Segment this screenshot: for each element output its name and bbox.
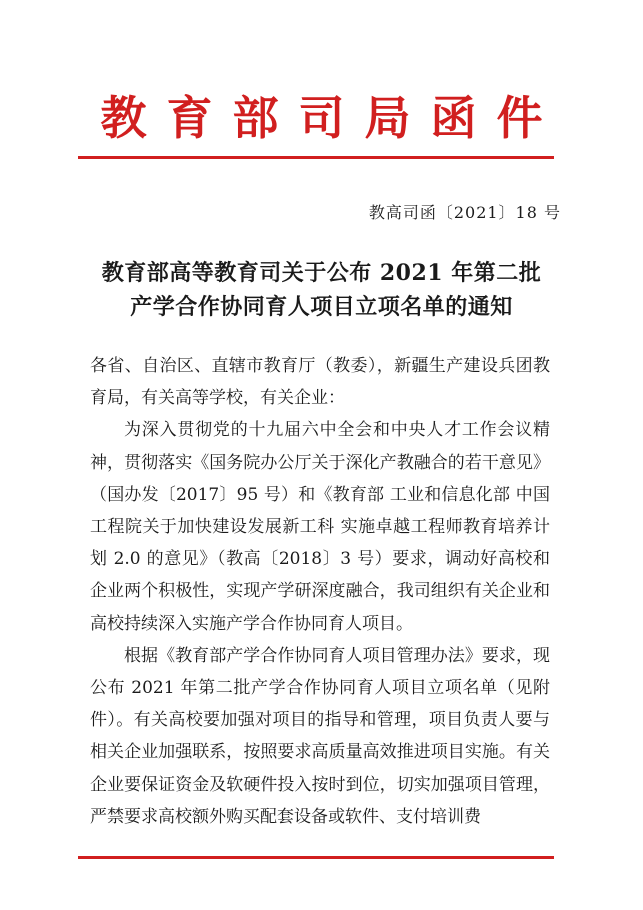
notice-title-line-1: 教育部高等教育司关于公布 2021 年第二批 [101,260,542,286]
footer-red-rule [78,856,554,859]
salutation: 各省、自治区、直辖市教育厅（教委），新疆生产建设兵团教育局，有关高等学校，有关企业： [90,356,550,409]
letterhead-red-rule [78,156,554,159]
notice-title [60,256,583,324]
body-paragraph-1: 为深入贯彻党的十九届六中全会和中央人才工作会议精神，贯彻落实《国务院办公厅关于深化产教融合的若干意见》（国办发〔2017〕95 号）和《教育部 工业和信息化部 中国工程院关于加快建设发展新工科 实施卓越工程师教育培养计划 2.0 的意见》（教高〔2018〕3 号）要求，调动好高校和企业两个积极性，实现产学研深度融合，我司组织有关企业和高校持续深入实施产学合作协同育人项目。 [90,420,550,634]
notice-body [90,350,550,833]
letterhead-title: 教育部司局函件 [100,91,563,145]
notice-title-line-2: 产学合作协同育人项目立项名单的通知 [130,294,513,320]
body-paragraph-2: 根据《教育部产学合作协同育人项目管理办法》要求，现公布 2021 年第二批产学合作协同育人项目立项名单（见附件）。有关高校要加强对项目的指导和管理，项目负责人要与相关企业加强联系，按照要求高质量高效推进项目实施。有关企业要保证资金及软硬件投入按时到位，切实加强项目管理，严禁要求高校额外购买配套设备或软件、支付培训费 [90,645,550,827]
document-number: 教高司函〔2021〕18 号 [368,203,561,222]
